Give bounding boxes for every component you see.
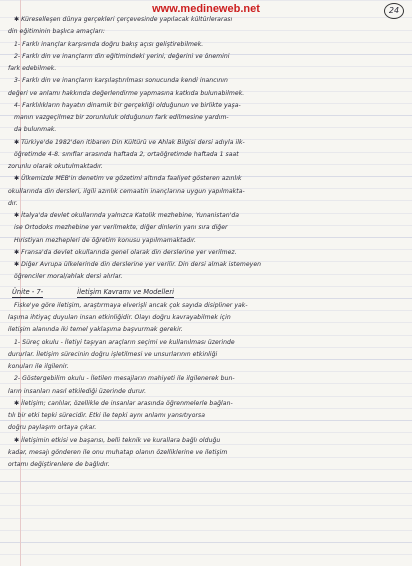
note-line: zorunlu olarak okutulmaktadır. [8, 163, 103, 170]
note-line: iletişim alanında iki temel yaklaşıma başvurmak gerekir. [8, 326, 183, 334]
note-line: da bulunmak. [14, 126, 57, 134]
note-line: 4- Farklılıkların hayatın dinamik bir gerçekliği olduğunun ve birlikte yaşa- [14, 101, 241, 109]
note-line: ✱ İtalya'da devlet okullarında yalnızca Katolik mezhebine, Yunanistan'da [14, 212, 240, 219]
unit-label: Ünite - 7- [12, 287, 44, 296]
unit-heading [8, 286, 404, 298]
note-line: ✱ İletişimin etkisi ve başarısı, belli teknik ve kurallara bağlı olduğu [14, 436, 221, 444]
unit-title: İletişim Kavramı ve Modelleri [77, 287, 175, 296]
note-line: laşıma ihtiyaç duyulan insan etkinliğidir. Olayı doğru kavrayabilmek için [8, 314, 231, 321]
note-line: Hıristiyan mezhepleri de öğretim konusu yapılmamaktadır. [14, 236, 196, 244]
note-line: ✱ Fransa'da devlet okullarında genel olarak din derslerine yer verilmez. [14, 248, 237, 256]
note-line: ✱ Türkiye'de 1982'den itibaren Din Kültürü ve Ahlak Bilgisi dersi adıyla ilk- [14, 138, 245, 146]
page-number: 24 [384, 3, 404, 19]
note-line: 3- Farklı din ve inançların karşılaştırılması sonucunda kendi inancının [14, 77, 228, 85]
note-line: manın vazgeçilmez bir zorunluluk olduğunun fark edilmesine yardım- [14, 114, 229, 121]
note-line: ✱ Diğer Avrupa ülkelerinde din derslerine yer verilir. Din dersi almak istemeyen [14, 261, 262, 268]
note-line: konuları ile ilgilenir. [8, 363, 69, 370]
watermark[interactable]: www.medineweb.net [152, 3, 260, 15]
note-line: tılı bir etki tepki sürecidir. Etki ile tepki aynı anlamı yansıtıyorsa [8, 412, 206, 419]
note-line: fark edebilmek. [8, 65, 57, 72]
note-line: öğrenciler moral/ahlak dersi alırlar. [14, 273, 123, 281]
note-line: ortamı değiştirenlere de bağlıdır. [8, 461, 110, 468]
note-line: değeri ve anlamı hakkında değerlendirme yapmasına katkıda bulunabilmek. [8, 89, 245, 97]
note-line: din eğitiminin başlıca amaçları: [8, 28, 105, 36]
note-line: kadar, mesajı gönderen ile onu muhatap olanın özelliklerine ve iletişim [8, 448, 228, 456]
note-line: ise Ortodoks mezhebine yer verilmekte, diğer dinlerin yanı sıra diğer [14, 224, 228, 232]
note-line: ✱ İletişim; canlılar, özellikle de insanlar arasında öğrenmelerle bağlan- [14, 399, 233, 407]
note-line: dır. [8, 199, 18, 207]
note-line: dururlar. İletişim sürecinin doğru işletilmesi ve unsurlarının etkinliği [8, 350, 218, 358]
note-line: 2- Göstergebilim okulu - İletilen mesajların mahiyeti ile ilgilenerek bun- [14, 375, 235, 383]
note-line: okullarında din dersleri, ilgili azınlık cemaatin inançlarına uygun yapılmakta- [8, 187, 245, 195]
notes-body [8, 14, 404, 471]
note-line: öğretimde 4-8. sınıflar arasında haftada 2, ortaöğretimde haftada 1 saat [14, 150, 239, 158]
note-line: ✱ Küreselleşen dünya gerçekleri çerçevesinde yapılacak kültürlerarası [14, 16, 233, 23]
note-line: ların insanları nasıl etkilediği üzerinde durur. [8, 387, 147, 395]
note-line: 1- Süreç okulu - İletiyi taşıyan araçların seçimi ve kullanılması üzerinde [14, 338, 235, 346]
note-line: doğru paylaşım ortaya çıkar. [8, 424, 97, 432]
note-line: 1- Farklı inançlar karşısında doğru bakış açısı geliştirebilmek. [14, 40, 204, 48]
note-line: 2- Farklı din ve inançların din eğitimindeki yerini, değerini ve önemini [14, 52, 230, 60]
note-line: ✱ Ülkemizde MEB'in denetim ve gözetimi altında faaliyet gösteren azınlık [14, 175, 242, 183]
note-line: Fiske'ye göre iletişim, araştırmaya elverişli ancak çok sayıda disipliner yak- [14, 301, 248, 309]
